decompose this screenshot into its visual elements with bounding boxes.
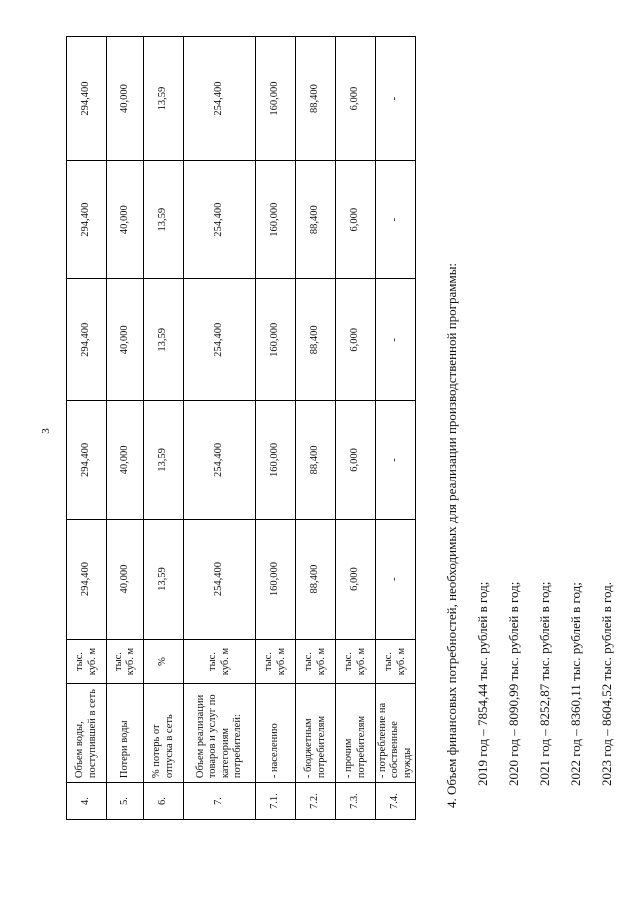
row-value: 88,400 (296, 161, 336, 279)
row-unit: тыс. куб. м (107, 639, 144, 684)
row-value: 88,400 (296, 401, 336, 519)
table-row (336, 37, 376, 820)
row-unit: тыс. куб. м (256, 639, 296, 684)
row-name: Объем воды, поступившей в сеть (67, 684, 107, 783)
row-name: - потребление на собственные нужды (376, 684, 416, 783)
row-value: 294,400 (67, 279, 107, 401)
row-value: 294,400 (67, 519, 107, 639)
row-value: - (376, 279, 416, 401)
row-unit: % (144, 639, 184, 684)
table-row (67, 37, 107, 820)
row-value: 254,400 (184, 37, 256, 161)
row-value: 254,400 (184, 401, 256, 519)
table-row (144, 37, 184, 820)
row-name: - прочим потребителям (336, 684, 376, 783)
table-row (256, 37, 296, 820)
row-number: 4. (67, 783, 107, 820)
financing-section (436, 56, 622, 816)
table-row (184, 37, 256, 820)
row-value: 160,000 (256, 519, 296, 639)
row-name: Потери воды (107, 684, 144, 783)
row-value: 294,400 (67, 161, 107, 279)
row-number: 7.1. (256, 783, 296, 820)
financing-heading: 4. Объем финансовых потребностей, необходимых для реализации производственной программы: (444, 262, 459, 808)
row-value: 13,59 (144, 279, 184, 401)
row-value: 13,59 (144, 401, 184, 519)
row-value: 294,400 (67, 401, 107, 519)
row-name: % потерь от отпуска в сеть (144, 684, 184, 783)
row-value: 6,000 (336, 401, 376, 519)
row-value: 6,000 (336, 279, 376, 401)
production-table (66, 36, 416, 820)
row-value: 6,000 (336, 161, 376, 279)
row-value: 6,000 (336, 37, 376, 161)
row-value: 40,000 (107, 279, 144, 401)
rotated-content (0, 36, 640, 856)
row-unit: тыс. куб. м (376, 639, 416, 684)
table-row (376, 37, 416, 820)
row-unit: тыс. куб. м (67, 639, 107, 684)
row-value: 13,59 (144, 161, 184, 279)
row-unit: тыс. куб. м (296, 639, 336, 684)
row-unit: тыс. куб. м (336, 639, 376, 684)
row-number: 7. (184, 783, 256, 820)
row-value: 160,000 (256, 279, 296, 401)
row-value: - (376, 401, 416, 519)
row-value: 40,000 (107, 519, 144, 639)
row-number: 7.3. (336, 783, 376, 820)
row-value: - (376, 161, 416, 279)
financing-year-line: 2022 год – 8360,11 тыс. рублей в год; (568, 582, 583, 786)
row-number: 5. (107, 783, 144, 820)
row-value: - (376, 37, 416, 161)
row-value: 160,000 (256, 161, 296, 279)
table-row (107, 37, 144, 820)
row-value: - (376, 519, 416, 639)
row-value: 160,000 (256, 37, 296, 161)
row-value: 13,59 (144, 37, 184, 161)
row-value: 254,400 (184, 279, 256, 401)
row-number: 6. (144, 783, 184, 820)
row-value: 88,400 (296, 279, 336, 401)
row-name: - населению (256, 684, 296, 783)
row-value: 40,000 (107, 161, 144, 279)
row-name: - бюджетным потребителям (296, 684, 336, 783)
row-value: 88,400 (296, 519, 336, 639)
row-number: 7.4. (376, 783, 416, 820)
financing-year-line: 2023 год – 8604,52 тыс. рублей в год. (599, 582, 614, 786)
financing-year-line: 2019 год – 7854,44 тыс. рублей в год; (475, 581, 490, 786)
row-value: 254,400 (184, 161, 256, 279)
row-value: 294,400 (67, 37, 107, 161)
row-value: 13,59 (144, 519, 184, 639)
row-value: 88,400 (296, 37, 336, 161)
page-number: 3 (40, 428, 52, 434)
row-value: 40,000 (107, 401, 144, 519)
row-number: 7.2. (296, 783, 336, 820)
table-row (296, 37, 336, 820)
row-value: 254,400 (184, 519, 256, 639)
financing-year-line: 2021 год – 8252,87 тыс. рублей в год; (537, 581, 552, 786)
row-value: 160,000 (256, 401, 296, 519)
row-name: Объем реализации товаров и услуг по категориям потребителей: (184, 684, 256, 783)
row-value: 6,000 (336, 519, 376, 639)
row-unit: тыс. куб. м (184, 639, 256, 684)
financing-year-line: 2020 год – 8090,99 тыс. рублей в год; (506, 581, 521, 786)
row-value: 40,000 (107, 37, 144, 161)
